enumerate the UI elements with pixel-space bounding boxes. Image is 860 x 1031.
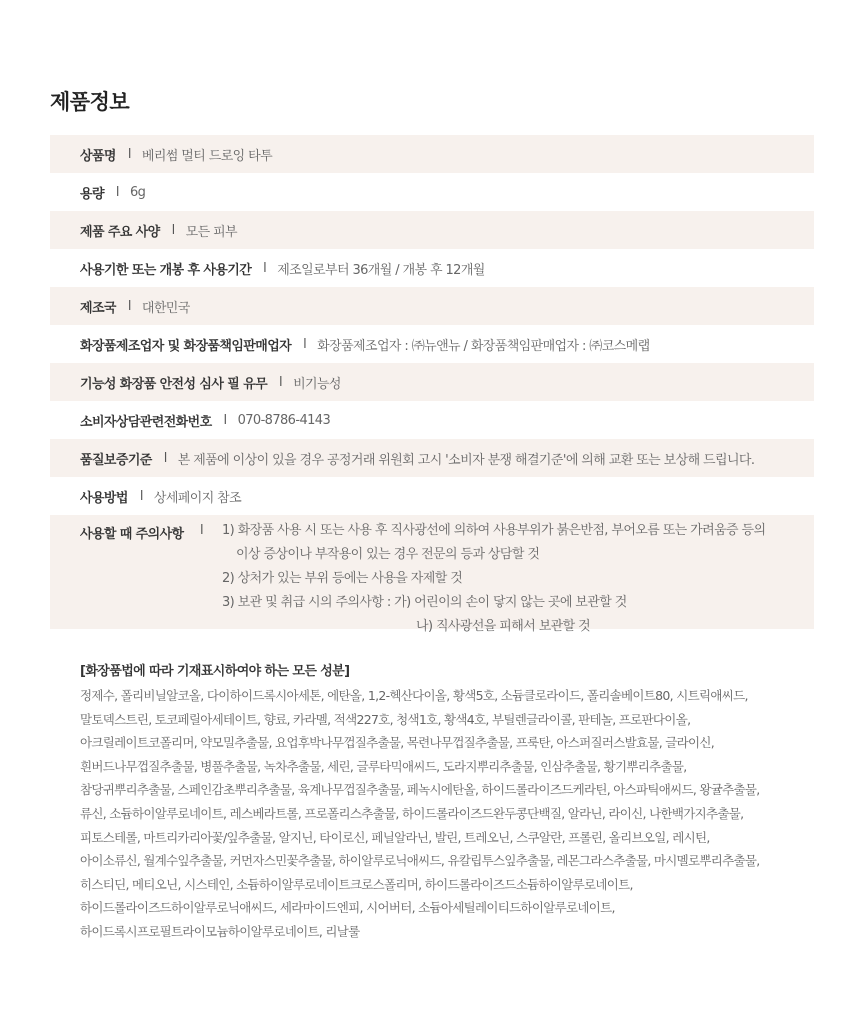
info-row-expiration <box>50 249 814 287</box>
separator: l <box>279 374 283 390</box>
separator: l <box>139 488 143 504</box>
ingredients-line: 하이드록시프로필트라이모늄하이알루로네이트, 리날룰 <box>80 923 360 939</box>
info-value: 모든 피부 <box>185 224 237 240</box>
separator: l <box>127 298 131 314</box>
caution-line: 2) 상처가 있는 부위 등에는 사용을 자제할 것 <box>222 571 463 586</box>
ingredients-title: [화장품법에 따라 기재표시하여야 하는 모든 성분] <box>80 664 350 679</box>
info-value: 제조일로부터 36개월 / 개봉 후 12개월 <box>277 262 485 278</box>
info-label: 소비자상담관련전화번호 <box>80 414 212 430</box>
info-row-functional-review <box>50 363 814 401</box>
separator: l <box>303 336 307 352</box>
ingredients-line: 참당귀뿌리추출물, 스페인감초뿌리추출물, 육계나무껍질추출물, 페녹시에탄올, 하이드롤라이즈드케라틴, 아스파틱애씨드, 왕귤추출물, <box>80 782 760 798</box>
info-label: 기능성 화장품 안전성 심사 필 유무 <box>80 376 268 392</box>
separator: l <box>263 260 267 276</box>
product-info-table <box>50 135 814 634</box>
separator: l <box>163 450 167 466</box>
caution-line: 이상 증상이나 부작용이 있는 경우 전문의 등과 상담할 것 <box>236 547 540 562</box>
info-value: 화장품제조업자 : ㈜뉴앤뉴 / 화장품책임판매업자 : ㈜코스메랩 <box>317 338 650 354</box>
info-value: 대한민국 <box>141 300 190 316</box>
ingredients-section <box>80 660 820 944</box>
info-value: 비기능성 <box>293 376 341 392</box>
caution-line: 나) 직사광선을 피해서 보관할 것 <box>416 619 591 634</box>
ingredients-line: 류신, 소듐하이알루로네이트, 레스베라트롤, 프로폴리스추출물, 하이드롤라이즈드완두콩단백질, 알라닌, 라이신, 나한백가지추출물, <box>80 805 744 821</box>
info-row-caution <box>50 515 814 634</box>
ingredients-line: 피토스테롤, 마트리카리아꽃/잎추출물, 알지닌, 타이로신, 페닐알라닌, 발린, 트레오닌, 스쿠알란, 프롤린, 올리브오일, 레시틴, <box>80 829 710 845</box>
info-row-country <box>50 287 814 325</box>
ingredients-line: 정제수, 폴리비닐알코올, 다이하이드록시아세톤, 에탄올, 1,2-헥산다이올, 황색5호, 소듐클로라이드, 폴리솔베이트80, 시트릭애씨드, <box>80 688 748 703</box>
info-label: 사용방법 <box>80 490 128 506</box>
ingredients-line: 아이소류신, 월계수잎추출물, 커먼자스민꽃추출물, 하이알루로닉애씨드, 유칼립투스잎추출물, 레몬그라스추출물, 마시멜로뿌리추출물, <box>80 853 760 869</box>
separator: l <box>223 412 227 428</box>
ingredients-line: 흰버드나무껍질추출물, 병풀추출물, 녹차추출물, 세린, 글루타믹애씨드, 도라지뿌리추출물, 인삼추출물, 황기뿌리추출물, <box>80 758 687 774</box>
info-row-product-name <box>50 135 814 173</box>
ingredients-line: 말토덱스트린, 토코페릴아세테이트, 향료, 카라멜, 적색227호, 청색1호, 황색4호, 부틸렌글라이콜, 판테놀, 프로판다이올, <box>80 711 691 727</box>
separator: l <box>200 523 204 538</box>
info-label: 제품 주요 사양 <box>80 224 160 240</box>
info-value: 070-8786-4143 <box>237 412 331 428</box>
info-row-phone <box>50 401 814 439</box>
info-label: 제조국 <box>80 300 116 316</box>
info-label: 품질보증기준 <box>80 452 152 468</box>
ingredients-line: 아크릴레이트코폴리머, 약모밀추출물, 요업후박나무껍질추출물, 목련나무껍질추출물, 프룩탄, 아스퍼질러스발효물, 글라이신, <box>80 735 715 751</box>
info-row-main-spec <box>50 211 814 249</box>
separator: l <box>127 146 131 162</box>
info-row-usage <box>50 477 814 515</box>
info-value: 상세페이지 참조 <box>153 490 242 506</box>
ingredients-line: 하이드롤라이즈드하이알루로닉애씨드, 세라마이드엔피, 시어버터, 소듐아세틸레이티드하이알루로네이트, <box>80 900 615 916</box>
info-value: 베리썸 멀티 드로잉 타투 <box>141 148 273 164</box>
info-row-quality-guarantee <box>50 439 814 477</box>
caution-line: 1) 화장품 사용 시 또는 사용 후 직사광선에 의하여 사용부위가 붉은반점, 부어오름 또는 가려움증 등의 <box>222 523 766 538</box>
info-label: 용량 <box>80 186 104 202</box>
info-label: 사용할 때 주의사항 <box>80 527 184 542</box>
info-row-manufacturer <box>50 325 814 363</box>
separator: l <box>115 184 119 200</box>
info-label: 사용기한 또는 개봉 후 사용기간 <box>80 262 252 278</box>
info-row-capacity <box>50 173 814 211</box>
info-label: 화장품제조업자 및 화장품책임판매업자 <box>80 338 292 354</box>
info-label: 상품명 <box>80 148 116 164</box>
info-value: 6g <box>129 184 146 200</box>
separator: l <box>171 222 175 238</box>
caution-line: 3) 보관 및 취급 시의 주의사항 : 가) 어린이의 손이 닿지 않는 곳에 보관할 것 <box>222 595 627 610</box>
info-value: 본 제품에 이상이 있을 경우 공정거래 위원회 고시 '소비자 분쟁 해결기준'에 의해 교환 또는 보상해 드립니다. <box>177 452 755 468</box>
page-title: 제품정보 <box>50 90 130 114</box>
ingredients-line: 히스티딘, 메티오닌, 시스테인, 소듐하이알루로네이트크로스폴리머, 하이드롤라이즈드소듐하이알루로네이트, <box>80 876 633 892</box>
